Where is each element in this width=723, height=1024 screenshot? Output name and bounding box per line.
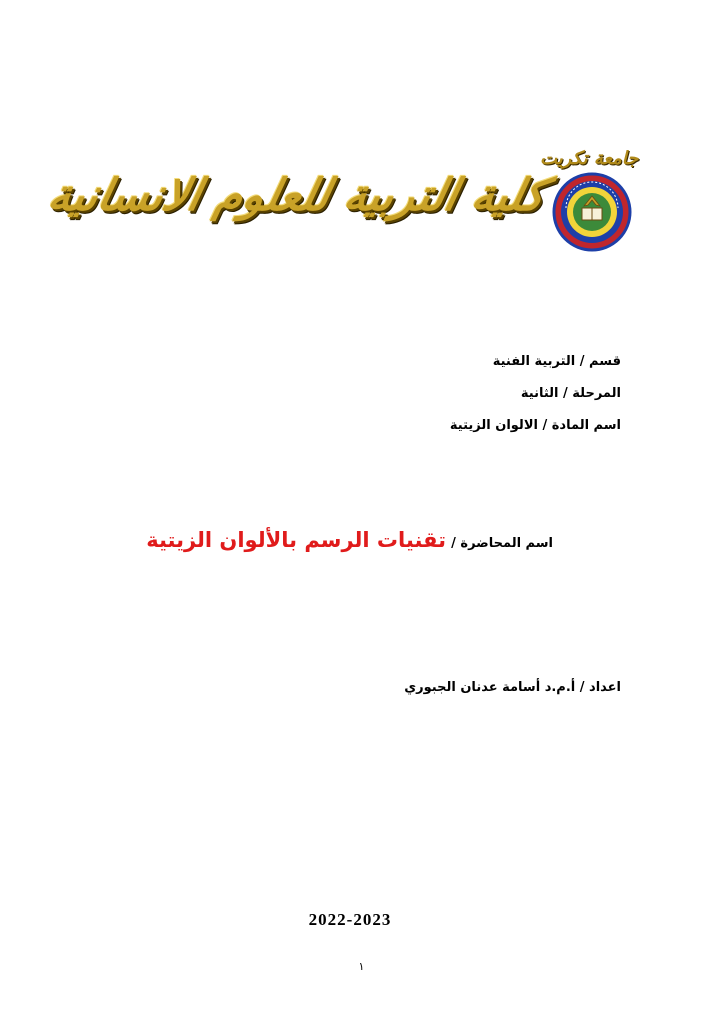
college-name-title: كلية التربية للعلوم الانسانية <box>43 170 551 221</box>
course-info <box>450 352 621 448</box>
department-line: قسم / التربية الفنية <box>492 354 621 369</box>
author-line: اعداد / أ.م.د أسامة عدنان الجبوري <box>404 680 621 695</box>
subject-line: اسم المادة / الالوان الزيتية <box>449 418 621 433</box>
stage-line: المرحلة / الثانية <box>520 386 621 401</box>
lecture-label: اسم المحاضرة / <box>451 536 553 551</box>
page-number: ١ <box>358 960 365 973</box>
university-name: جامعة تكريت <box>540 148 639 169</box>
university-seal-icon <box>552 172 632 252</box>
lecture-title: تقنيات الرسم بالألوان الزيتية <box>146 528 447 552</box>
college-header <box>43 140 640 250</box>
academic-year: 2022-2023 <box>308 910 392 929</box>
lecture-heading <box>146 528 553 552</box>
